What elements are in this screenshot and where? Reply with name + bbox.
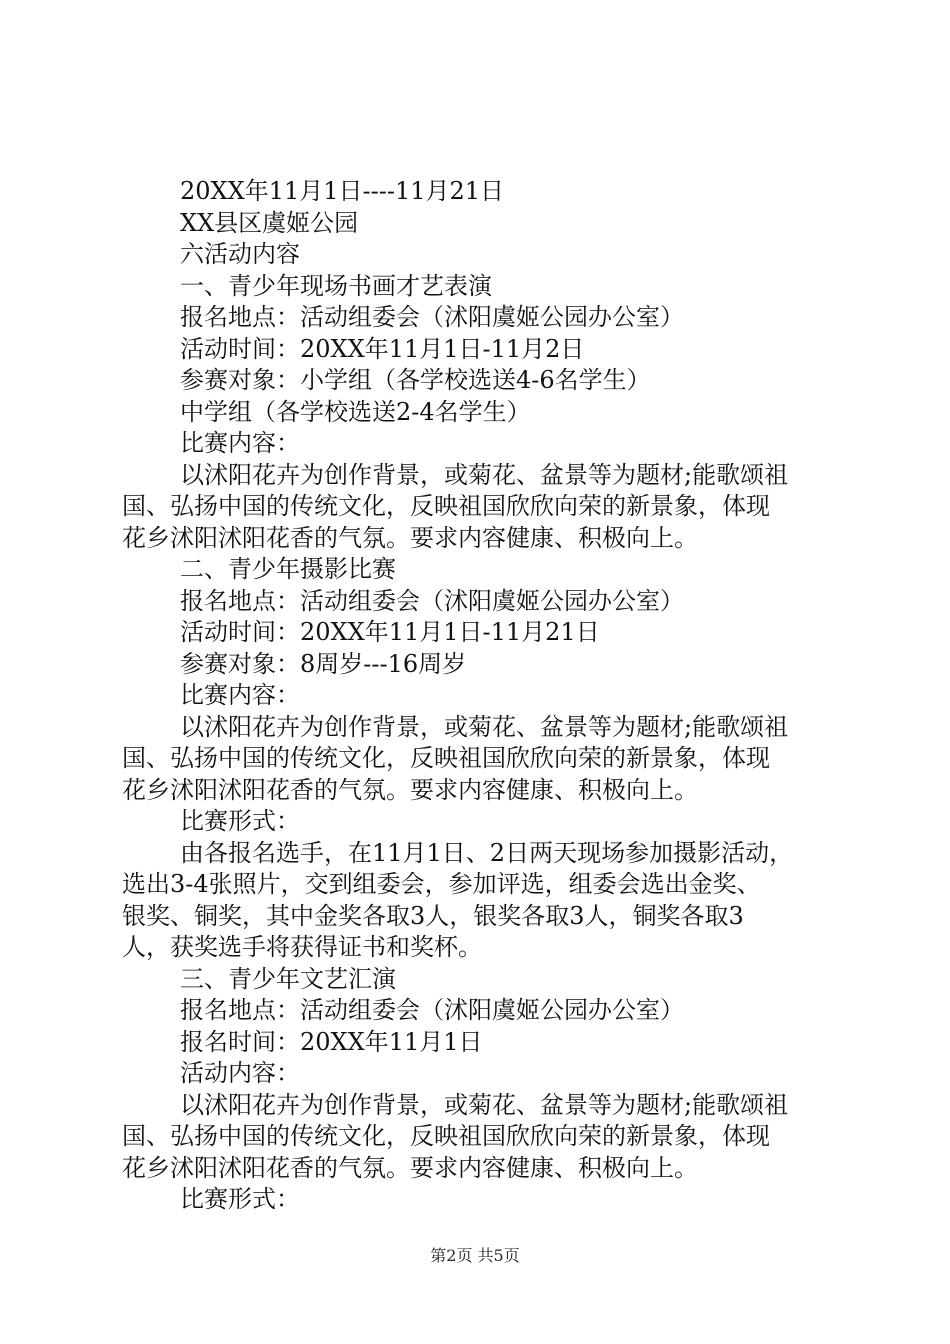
page-footer: 第2页 共5页 <box>430 1246 520 1265</box>
text-line: 比赛形式： <box>180 1185 300 1213</box>
text-line: 中学组（各学校选送2-4名学生） <box>180 397 531 426</box>
text-line: 三、青少年文艺汇演 <box>180 964 396 993</box>
text-line: 比赛内容： <box>180 429 300 457</box>
document-body <box>122 176 834 1216</box>
text-line: 活动时间：20XX年11月1日-11月21日 <box>180 618 600 646</box>
text-line: 国、弘扬中国的传统文化，反映祖国欣欣向荣的新景象，体现 <box>122 1122 770 1150</box>
text-line: 以沭阳花卉为创作背景，或菊花、盆景等为题材;能歌颂祖 <box>180 1090 789 1119</box>
text-line: 报名时间：20XX年11月1日 <box>180 1027 483 1056</box>
text-line: 比赛内容： <box>180 681 300 709</box>
text-line: 花乡沭阳沭阳花香的气氛。要求内容健康、积极向上。 <box>122 775 698 804</box>
text-line: 报名地点：活动组委会（沭阳虞姬公园办公室） <box>180 996 684 1024</box>
text-line: 银奖、铜奖，其中金奖各取3人，银奖各取3人，铜奖各取3 <box>122 901 744 930</box>
text-line: XX县区虞姬公园 <box>180 208 359 237</box>
text-line: 参赛对象：8周岁---16周岁 <box>180 649 467 678</box>
text-line: 花乡沭阳沭阳花香的气氛。要求内容健康、积极向上。 <box>122 1153 698 1182</box>
text-line: 由各报名选手，在11月1日、2日两天现场参加摄影活动， <box>180 838 794 867</box>
text-line: 20XX年11月1日----11月21日 <box>180 177 505 205</box>
text-line: 活动内容： <box>180 1059 300 1087</box>
text-line: 国、弘扬中国的传统文化，反映祖国欣欣向荣的新景象，体现 <box>122 492 770 520</box>
text-line: 报名地点：活动组委会（沭阳虞姬公园办公室） <box>180 303 684 331</box>
text-line: 花乡沭阳沭阳花香的气氛。要求内容健康、积极向上。 <box>122 523 698 552</box>
text-line: 以沭阳花卉为创作背景，或菊花、盆景等为题材;能歌颂祖 <box>180 460 789 489</box>
text-line: 比赛形式： <box>180 807 300 835</box>
text-line: 报名地点：活动组委会（沭阳虞姬公园办公室） <box>180 586 684 615</box>
text-line: 活动时间：20XX年11月1日-11月2日 <box>180 334 585 363</box>
text-line: 参赛对象：小学组（各学校选送4-6名学生） <box>180 366 651 394</box>
text-line: 一、青少年现场书画才艺表演 <box>180 271 492 300</box>
text-line: 选出3-4张照片，交到组委会，参加评选，组委会选出金奖、 <box>122 870 761 898</box>
text-line: 以沭阳花卉为创作背景，或菊花、盆景等为题材;能歌颂祖 <box>180 712 789 741</box>
text-line: 二、青少年摄影比赛 <box>180 555 396 583</box>
text-line: 国、弘扬中国的传统文化，反映祖国欣欣向荣的新景象，体现 <box>122 744 770 772</box>
text-line: 六活动内容 <box>180 240 300 268</box>
text-line: 人，获奖选手将获得证书和奖杯。 <box>122 933 482 961</box>
